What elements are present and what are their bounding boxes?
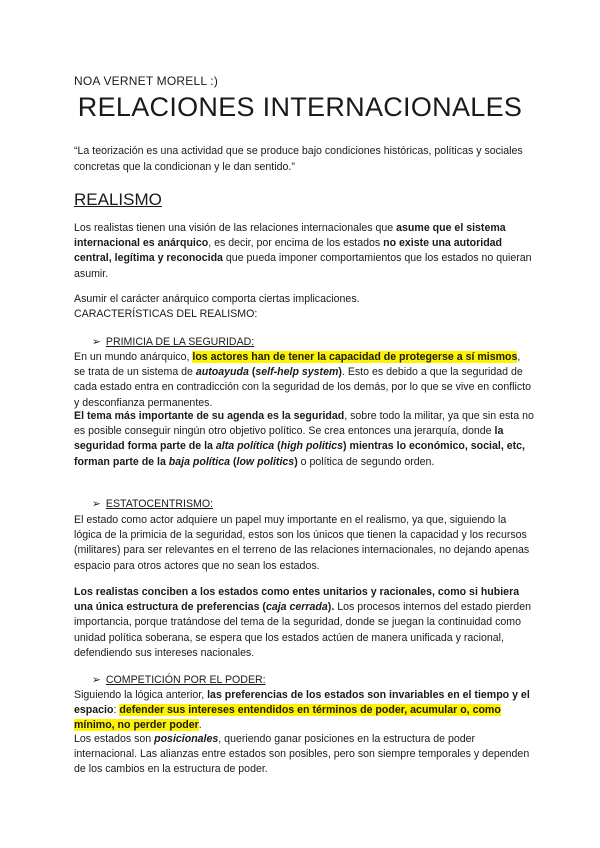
arrow-bullet-icon: ➢ [92, 674, 101, 686]
assume-line: Asumir el carácter anárquico comporta ciertas implicaciones. [74, 293, 360, 305]
characteristics-heading: CARACTERÍSTICAS DEL REALISMO: [74, 308, 258, 320]
document-title: RELACIONES INTERNACIONALES [77, 92, 523, 122]
author-name: NOA VERNET MORELL :) [74, 74, 219, 88]
bullet-statecentrism: ➢ ESTATOCENTRISMO: [92, 498, 214, 510]
section-heading-realismo: REALISMO [74, 190, 162, 209]
unitary-paragraph: Los realistas conciben a los estados como entes unitarios y racionales, como si hubiera una única estructura de preferencias (caja cerrada). Los procesos internos del estado pierden importancia, porque tratándose del tema de la seguridad, donde se juegan la continuidad como unidad política soberana, se espera que los estados actúen de manera unificada y racional, defendiendo sus intereses nacionales. [74, 586, 531, 659]
security-paragraph: En un mundo anárquico, los actores han de tener la capacidad de protegerse a sí mismos, se trata de un sistema de autoayuda (self-help system). Esto es debido a que la seguridad de cada estado entra en contradicción con la seguridad de los demás, por lo que se vive en conflicto y desconfianza permanentes. [74, 351, 531, 409]
arrow-bullet-icon: ➢ [92, 498, 101, 510]
security-agenda-paragraph: El tema más importante de su agenda es la seguridad, sobre todo la militar, ya que sin esta no es posible conseguir ningún otro objetivo político. Se crea entonces una jerarquía, donde la seguridad forma parte de la alta política (high politics) mientras lo económico, social, etc, forman parte de la baja política (low politics) o política de segundo orden. [74, 410, 534, 468]
statecentrism-paragraph: El estado como actor adquiere un papel muy importante en el realismo, ya que, siguiendo la lógica de la primicia de la seguridad, estos son los únicos que tienen la capacidad y los recursos (militares) para ser relevantes en el terreno de las relaciones internacionales, no dejando apenas espacio para otros actores que no sean los estados. [74, 514, 530, 572]
opening-quote: “La teorización es una actividad que se produce bajo condiciones históricas, políticas y sociales concretas que la condicionan y le dan sentido.” [74, 145, 523, 173]
intro-paragraph: Los realistas tienen una visión de las relaciones internacionales que asume que el sistema internacional es anárquico, es decir, por encima de los estados no existe una autoridad central, legítima y reconocida que pueda imponer comportamientos que los estados no quieran asumir. [74, 222, 532, 280]
positional-paragraph: Los estados son posicionales, queriendo ganar posiciones en la estructura de poder internacional. Las alianzas entre estados son posibles, pero son siempre temporales y dependen de los cambios en la estructura de poder. [74, 733, 530, 776]
power-paragraph: Siguiendo la lógica anterior, las preferencias de los estados son invariables en el tiempo y el espacio: defender sus intereses entendidos en términos de poder, acumular o, como mínimo, no perder poder. [74, 689, 530, 732]
bullet-security: ➢ PRIMICIA DE LA SEGURIDAD: [92, 336, 255, 348]
bullet-power: ➢ COMPETICIÓN POR EL PODER: [92, 674, 266, 686]
arrow-bullet-icon: ➢ [92, 336, 101, 348]
